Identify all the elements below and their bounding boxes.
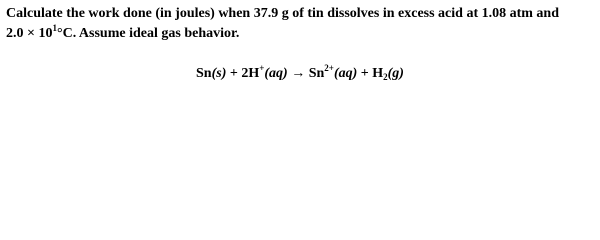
tin-ion-state: (aq) xyxy=(333,66,358,81)
question-text xyxy=(6,4,596,44)
question-line-2-rest: °C. Assume ideal gas behavior. xyxy=(56,26,240,41)
reactant-tin: Sn xyxy=(196,66,212,81)
temperature-coefficient: 2.0 × 10 xyxy=(6,26,53,41)
product-tin-ion: Sn xyxy=(308,66,325,81)
hydrogen-gas-subscript: 2 xyxy=(383,72,388,82)
reactant-tin-state: (s) xyxy=(211,66,227,81)
hydrogen-ion-state: (aq) xyxy=(264,66,288,81)
hydrogen-ion-charge: + xyxy=(259,63,265,73)
tin-ion-charge: 2+ xyxy=(324,63,334,73)
temperature-exponent: 1 xyxy=(52,23,57,33)
reaction-arrow: → xyxy=(287,66,309,81)
reactant-hydrogen-ion: + 2H xyxy=(226,66,260,81)
hydrogen-gas-state: (g) xyxy=(387,66,404,81)
question-line-2 xyxy=(6,24,596,44)
product-hydrogen-gas: + H xyxy=(357,66,384,81)
chemical-equation xyxy=(0,64,600,84)
question-line-1: Calculate the work done (in joules) when 37.9 g of tin dissolves in excess acid at 1.08 atm and xyxy=(6,6,560,21)
